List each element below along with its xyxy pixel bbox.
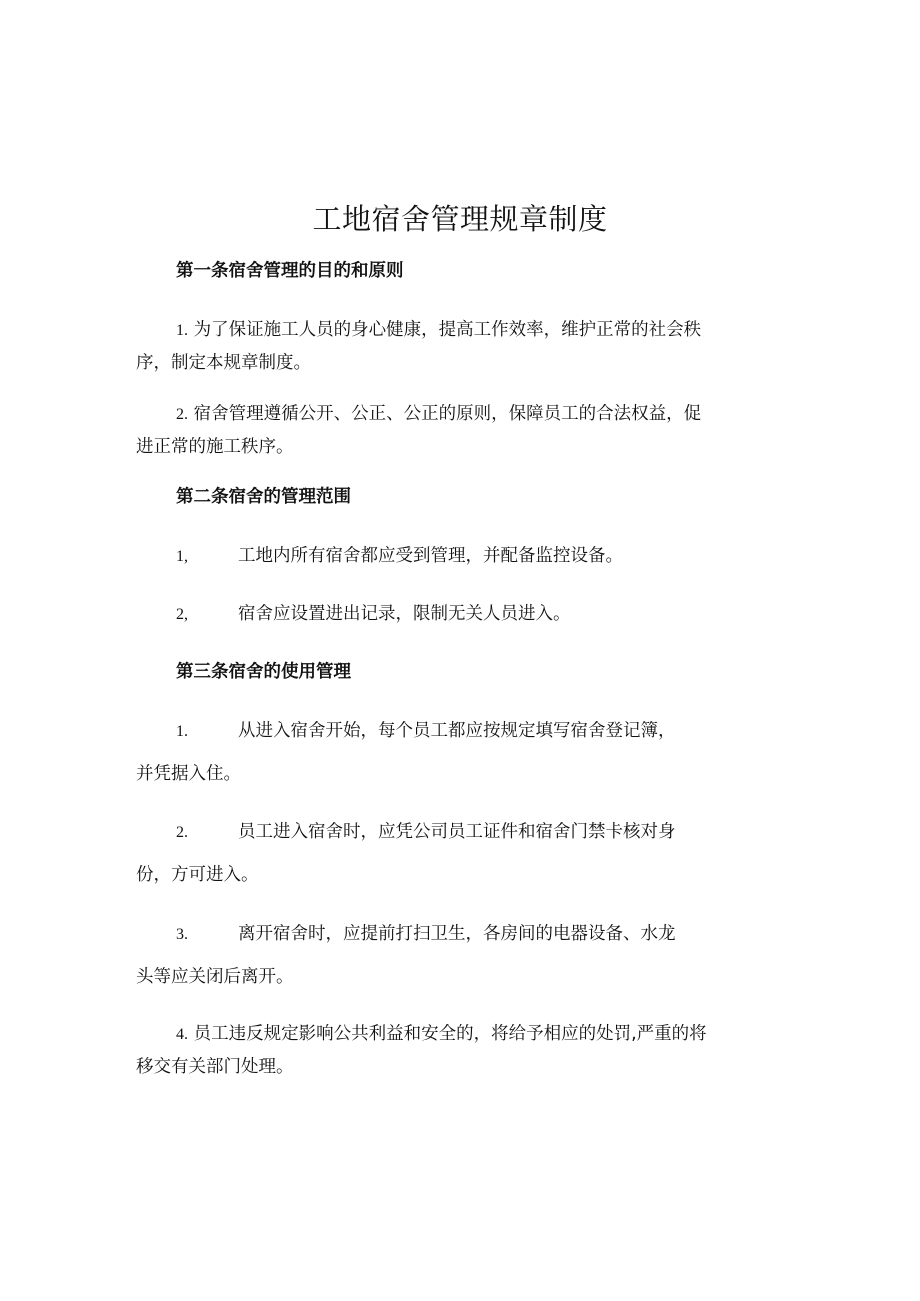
item-number: 1, bbox=[176, 548, 188, 565]
paragraph-1-1 bbox=[136, 314, 796, 379]
document-title: 工地宿舍管理规章制度 bbox=[312, 202, 608, 236]
item-continuation: 并凭据入住。 bbox=[136, 764, 241, 784]
item-number: 1. bbox=[176, 723, 188, 740]
paragraph-line: 移交有关部门处理。 bbox=[136, 1057, 294, 1077]
item-number: 2. bbox=[176, 406, 188, 423]
list-item bbox=[176, 819, 676, 846]
item-text: 宿舍应设置进出记录，限制无关人员进入。 bbox=[238, 604, 571, 624]
paragraph-3-4 bbox=[136, 1018, 796, 1083]
paragraph-line bbox=[136, 314, 796, 347]
list-item bbox=[176, 543, 623, 570]
paragraph-line bbox=[136, 398, 796, 431]
item-text: 从进入宿舍开始，每个员工都应按规定填写宿舍登记簿， bbox=[238, 721, 676, 741]
item-text: 工地内所有宿舍都应受到管理，并配备监控设备。 bbox=[238, 546, 623, 566]
paragraph-line bbox=[136, 1018, 796, 1051]
paragraph-text: 为了保证施工人员的身心健康，提高工作效率，维护正常的社会秩 bbox=[193, 320, 702, 340]
paragraph-text: 员工违反规定影响公共利益和安全的，将给予相应的处罚,严重的将 bbox=[193, 1024, 707, 1044]
paragraph-1-2 bbox=[136, 398, 796, 463]
item-continuation: 头等应关闭后离开。 bbox=[136, 967, 294, 987]
list-item bbox=[176, 718, 676, 745]
item-continuation: 份，方可进入。 bbox=[136, 865, 259, 885]
section-heading-3: 第三条宿舍的使用管理 bbox=[176, 662, 351, 682]
list-item bbox=[176, 921, 676, 948]
item-text: 员工进入宿舍时，应凭公司员工证件和宿舍门禁卡核对身 bbox=[238, 822, 676, 842]
item-number: 4. bbox=[176, 1026, 188, 1043]
item-number: 2, bbox=[176, 606, 188, 623]
item-number: 3. bbox=[176, 926, 188, 943]
item-text: 离开宿舍时，应提前打扫卫生，各房间的电器设备、水龙 bbox=[238, 924, 676, 944]
list-item bbox=[176, 601, 571, 628]
paragraph-text: 宿舍管理遵循公开、公正、公正的原则，保障员工的合法权益，促 bbox=[193, 404, 702, 424]
section-heading-2: 第二条宿舍的管理范围 bbox=[176, 487, 351, 507]
section-heading-1: 第一条宿舍管理的目的和原则 bbox=[176, 261, 404, 281]
item-number: 1. bbox=[176, 322, 188, 339]
item-number: 2. bbox=[176, 824, 188, 841]
paragraph-line: 进正常的施工秩序。 bbox=[136, 437, 294, 457]
paragraph-line: 序，制定本规章制度。 bbox=[136, 353, 311, 373]
